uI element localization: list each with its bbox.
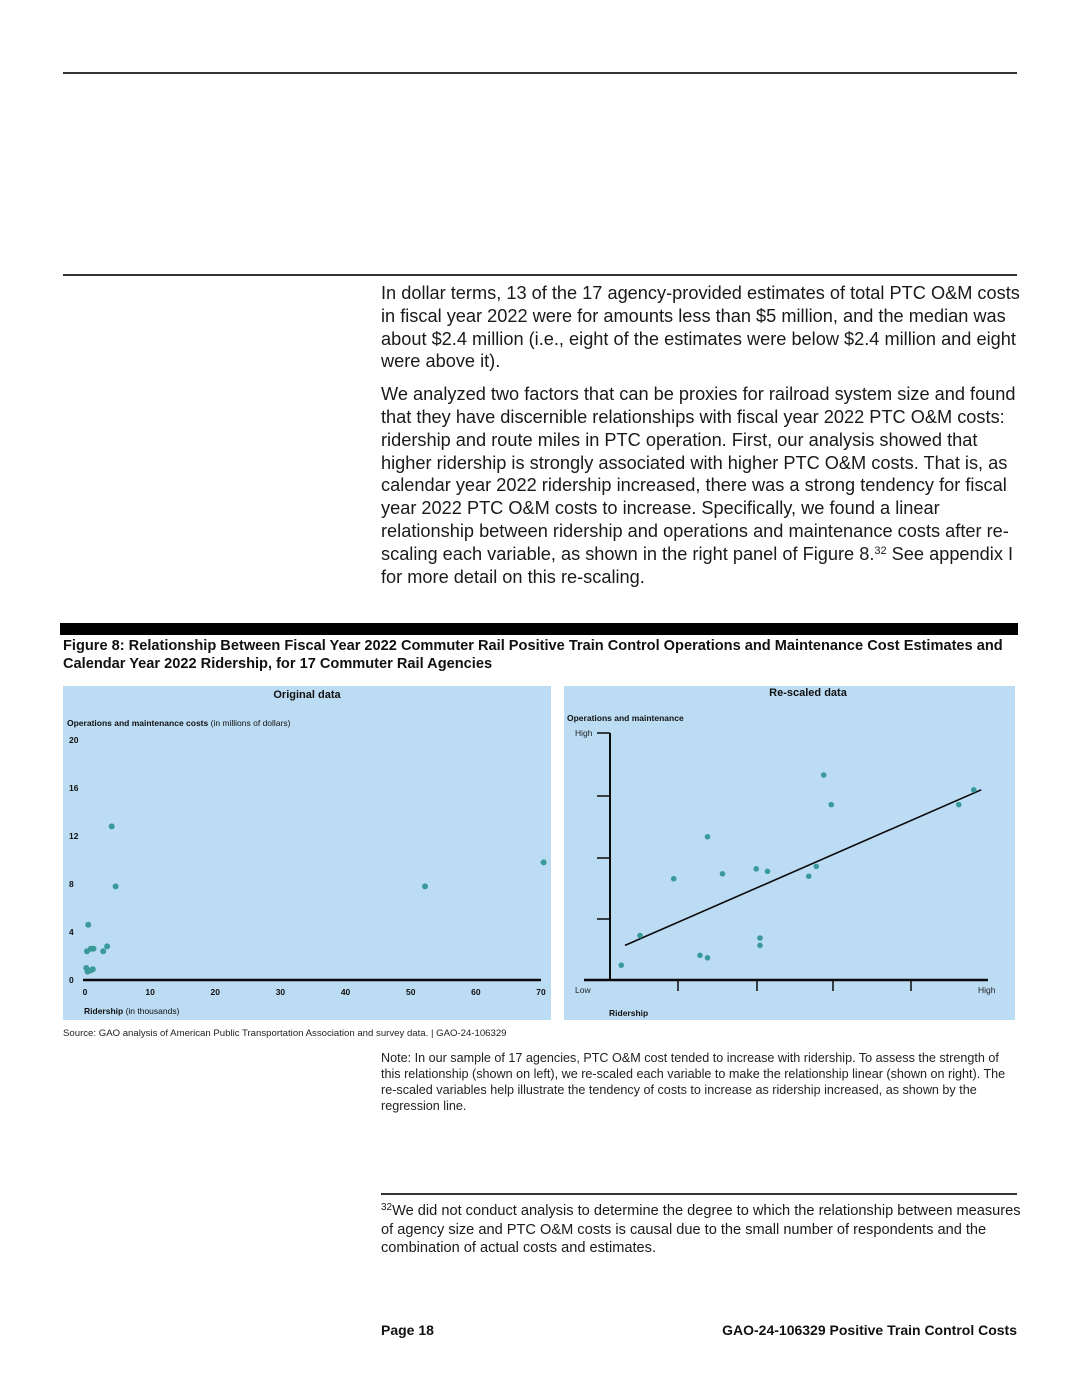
x-tick-label: 10 <box>145 987 155 997</box>
figure-bar <box>60 623 1018 635</box>
figure-source: Source: GAO analysis of American Public Transportation Association and survey data. | GAO-24-106329 <box>63 1028 507 1039</box>
data-point <box>806 873 812 879</box>
x-tick-label: 30 <box>275 987 286 997</box>
x-tick-label: 0 <box>82 987 88 997</box>
data-point <box>757 935 763 941</box>
x-axis-label: Ridership <box>609 1008 649 1018</box>
x-tick-label: 20 <box>210 987 221 997</box>
data-point <box>618 962 624 968</box>
chart-rescaled-data <box>564 686 1015 1020</box>
data-point <box>90 946 96 952</box>
x-tick-label: 40 <box>340 987 351 997</box>
data-point <box>956 802 962 808</box>
page-number: Page 18 <box>381 1322 434 1338</box>
x-tick-label: 60 <box>471 987 481 997</box>
data-point <box>113 883 119 889</box>
figure-title: Figure 8: Relationship Between Fiscal Year 2022 Commuter Rail Positive Train Control Operations and Maintenance Cost Estimates and Calendar Year 2022 Ridership, for 17 Commuter Rail Agencies <box>63 638 1003 672</box>
data-point <box>100 948 106 954</box>
chart-title: Original data <box>273 689 341 701</box>
figure-note: Note: In our sample of 17 agencies, PTC O&M cost tended to increase with ridership. To assess the strength of this relationship (shown on left), we re-scaled each variable to make the relationship linear (shown on right). The re-scaled variables help illustrate the tendency of costs to increase as ridership increased, as shown by the regression line. <box>381 1051 1006 1113</box>
y-tick-high: High <box>575 728 593 738</box>
footnote-number: 32 <box>381 1202 393 1213</box>
data-point <box>828 802 834 808</box>
data-point <box>85 922 91 928</box>
report-id: GAO-24-106329 Positive Train Control Costs <box>722 1322 1017 1338</box>
chart-original-data <box>63 686 551 1020</box>
y-tick-label: 0 <box>69 975 74 985</box>
data-point <box>971 787 977 793</box>
data-point <box>765 869 771 875</box>
data-point <box>821 772 827 778</box>
header-rule <box>63 72 1017 74</box>
x-tick-high: High <box>978 985 996 995</box>
data-point <box>720 871 726 877</box>
y-axis-label: Operations and maintenance costs (in millions of dollars) <box>67 718 291 728</box>
y-tick-label: 16 <box>69 783 79 793</box>
data-point <box>705 955 711 961</box>
x-tick-label: 50 <box>405 987 416 997</box>
data-point <box>705 834 711 840</box>
x-tick-label: 70 <box>536 987 546 997</box>
data-point <box>109 823 115 829</box>
body-text <box>381 282 1021 598</box>
data-point <box>90 966 96 972</box>
y-tick-label: 4 <box>69 927 74 937</box>
data-point <box>422 883 428 889</box>
footnote <box>381 1202 1021 1258</box>
data-point <box>671 876 677 882</box>
data-point <box>541 859 547 865</box>
y-tick-label: 8 <box>69 879 74 889</box>
data-point <box>813 864 819 870</box>
x-axis-label: Ridership (in thousands) <box>84 1006 180 1016</box>
paragraph-2-text: We analyzed two factors that can be proxies for railroad system size and found that they have discernible relationships with fiscal year 2022 PTC O&M costs: ridership and route miles in PTC operation. First, our analysis showed that higher ridership is strongly associated with higher PTC O&M costs. That is, as calendar year 2022 ridership increased, there was a strong tendency for fiscal year 2022 PTC O&M costs to increase. Specifically, we found a linear relationship between ridership and operations and maintenance costs after re-scaling each variable, as shown in the right panel of Figure 8. <box>381 384 1016 564</box>
data-point <box>637 933 643 939</box>
scatter-rescaled <box>564 686 1015 1020</box>
y-axis-label: Operations and maintenance <box>567 713 684 723</box>
y-tick-label: 20 <box>69 735 79 745</box>
data-point <box>104 943 110 949</box>
chart-title: Re-scaled data <box>769 687 847 699</box>
paragraph-2-tail: See appendix I for more detail on this re-scaling. <box>381 543 1014 587</box>
regression-line <box>625 790 981 946</box>
footnote-text: We did not conduct analysis to determine the degree to which the relationship between measures of agency size and PTC O&M costs is causal due to the small number of respondents and the combination of actual costs and estimates. <box>381 1203 1021 1256</box>
paragraph-2 <box>381 383 1021 588</box>
section-rule <box>63 274 1017 276</box>
x-tick-low: Low <box>575 985 591 995</box>
data-point <box>697 953 703 959</box>
scatter-original <box>63 686 551 1020</box>
y-tick-label: 12 <box>69 831 79 841</box>
footnote-rule <box>381 1193 1017 1195</box>
data-point <box>757 943 763 949</box>
footnote-ref[interactable]: 32 <box>874 544 887 557</box>
paragraph-1: In dollar terms, 13 of the 17 agency-provided estimates of total PTC O&M costs in fiscal year 2022 were for amounts less than $5 million, and the median was about $2.4 million (i.e., eight of the estimates were below $2.4 million and eight were above it). <box>381 283 1020 372</box>
data-point <box>753 866 759 872</box>
